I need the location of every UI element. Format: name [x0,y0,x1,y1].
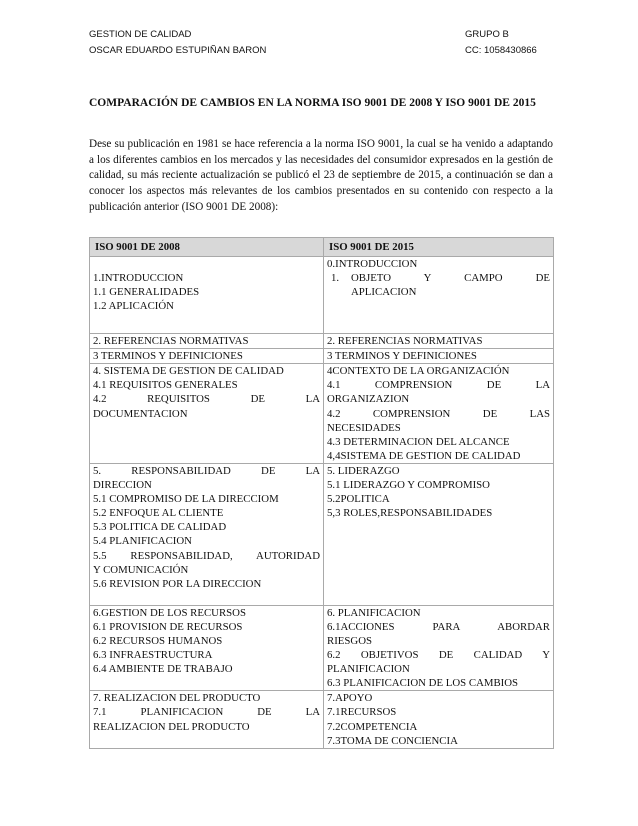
cell-line: 1.INTRODUCCION [93,272,184,285]
cell-line: 5.3 POLITICA DE CALIDAD [93,521,227,534]
cell-line: APLICACION [351,286,417,299]
cell-line: 5. LIDERAZGO [327,464,400,477]
cell-2008 [90,605,324,691]
cell-line: ORGANIZAZION [327,393,410,406]
cell-line: 3 TERMINOS Y DEFINICIONES [327,350,477,363]
cell-line: NECESIDADES [327,421,401,434]
cell-line: 6.2 RECURSOS HUMANOS [93,634,223,647]
cell-line: 4.1 COMPRENSION DE LA [327,379,550,392]
cell-line: 6. PLANIFICACION [327,606,421,619]
header-row-1 [89,27,555,43]
cell-line: 4.2 REQUISITOS DE LA [93,393,320,406]
cell-2008 [90,364,324,464]
cell-line: 4.1 REQUISITOS GENERALES [93,379,238,392]
cell-line: 7.3TOMA DE CONCIENCIA [327,734,458,747]
cell-line: 7.1 PLANIFICACION DE LA [93,706,320,719]
group-label: GRUPO B [465,29,509,40]
table-header-row [90,238,554,257]
cell-line: 6.2 OBJETIVOS DE CALIDAD Y [327,649,550,662]
cell-line: Y COMUNICACIÓN [93,563,189,576]
table-row [90,334,554,349]
cell-2015 [324,364,554,464]
cell-line: 7.2COMPETENCIA [327,720,418,733]
intro-paragraph: Dese su publicación en 1981 se hace referencia a la norma ISO 9001, la cual se ha venido a adaptando a los diferentes cambios en los mercados y las necesidades del consumidor expresados en la gestión de calidad, su más reciente actualización se publicó el 23 de septiembre de 2015, a continuación se dan a conocer los aspectos más relevantes de los cambios presentados en su contenido con respecto a la publicación anterior (ISO 9001 DE 2008): [89,138,553,213]
cell-line: RIESGOS [327,634,372,647]
cell-line: REALIZACION DEL PRODUCTO [93,720,250,733]
cell-line: 2. REFERENCIAS NORMATIVAS [93,335,249,348]
document-title: COMPARACIÓN DE CAMBIOS EN LA NORMA ISO 9001 DE 2008 Y ISO 9001 DE 2015 [89,97,536,109]
cell-2015 [324,349,554,364]
cell-line: 5. RESPONSABILIDAD DE LA [93,464,320,477]
cell-2015 [324,257,554,334]
cell-line: 6.1 PROVISION DE RECURSOS [93,620,243,633]
cell-line: PLANIFICACION [327,663,410,676]
cell-line: 6.3 INFRAESTRUCTURA [93,649,213,662]
item-number: 1. [331,272,340,285]
cell-line: 2. REFERENCIAS NORMATIVAS [327,335,483,348]
cell-line: 4. SISTEMA DE GESTION DE CALIDAD [93,365,284,378]
column-header-2008: ISO 9001 DE 2008 [90,238,324,257]
cell-line: 0.INTRODUCCION [327,258,418,271]
cell-2015 [324,463,554,605]
author-id: CC: 1058430866 [465,45,537,56]
cell-2008 [90,257,324,334]
cell-line: 5,3 ROLES,RESPONSABILIDADES [327,507,493,520]
cell-line: OBJETO Y CAMPO DE [351,272,550,285]
cell-line: 5.2POLITICA [327,493,390,506]
course-name: GESTION DE CALIDAD [89,29,192,40]
table-row [90,605,554,691]
cell-line: 5.4 PLANIFICACION [93,535,192,548]
author-name: OSCAR EDUARDO ESTUPIÑAN BARON [89,45,267,56]
cell-2008 [90,349,324,364]
cell-line: 4.2 COMPRENSION DE LAS [327,407,550,420]
table-row [90,691,554,748]
cell-line: DIRECCION [93,479,152,492]
cell-line: 4.3 DETERMINACION DEL ALCANCE [327,435,510,448]
cell-line: 5.2 ENFOQUE AL CLIENTE [93,507,224,520]
cell-2008 [90,334,324,349]
cell-line: 3 TERMINOS Y DEFINICIONES [93,350,243,363]
cell-line: 6.GESTION DE LOS RECURSOS [93,606,246,619]
cell-line: 4CONTEXTO DE LA ORGANIZACIÓN [327,365,510,378]
cell-line: 7. REALIZACION DEL PRODUCTO [93,692,261,705]
cell-line: 5.1 LIDERAZGO Y COMPROMISO [327,479,490,492]
table-row [90,349,554,364]
cell-line: 1.1 GENERALIDADES [93,286,200,299]
cell-line: 7.1RECURSOS [327,706,397,719]
cell-line: 5.5 RESPONSABILIDAD, AUTORIDAD [93,549,320,562]
cell-line: 1.2 APLICACIÓN [93,300,174,313]
cell-line: 5.1 COMPROMISO DE LA DIRECCIOM [93,493,279,506]
cell-line: 6.3 PLANIFICACION DE LOS CAMBIOS [327,677,519,690]
cell-2015 [324,605,554,691]
cell-2015 [324,334,554,349]
cell-2015 [324,691,554,748]
page-header [89,27,555,59]
cell-line: 6.4 AMBIENTE DE TRABAJO [93,663,233,676]
cell-line: 7.APOYO [327,692,373,705]
cell-line: 6.1ACCIONES PARA ABORDAR [327,620,550,633]
column-header-2015: ISO 9001 DE 2015 [324,238,554,257]
cell-line: 5.6 REVISION POR LA DIRECCION [93,577,262,590]
cell-line: 4,4SISTEMA DE GESTION DE CALIDAD [327,449,521,462]
table-row [90,463,554,605]
table-row [90,257,554,334]
comparison-table [89,237,554,749]
header-row-2 [89,43,555,59]
cell-2008 [90,463,324,605]
cell-2008 [90,691,324,748]
table-row [90,364,554,464]
cell-line: DOCUMENTACION [93,407,188,420]
numbered-item [327,271,550,299]
